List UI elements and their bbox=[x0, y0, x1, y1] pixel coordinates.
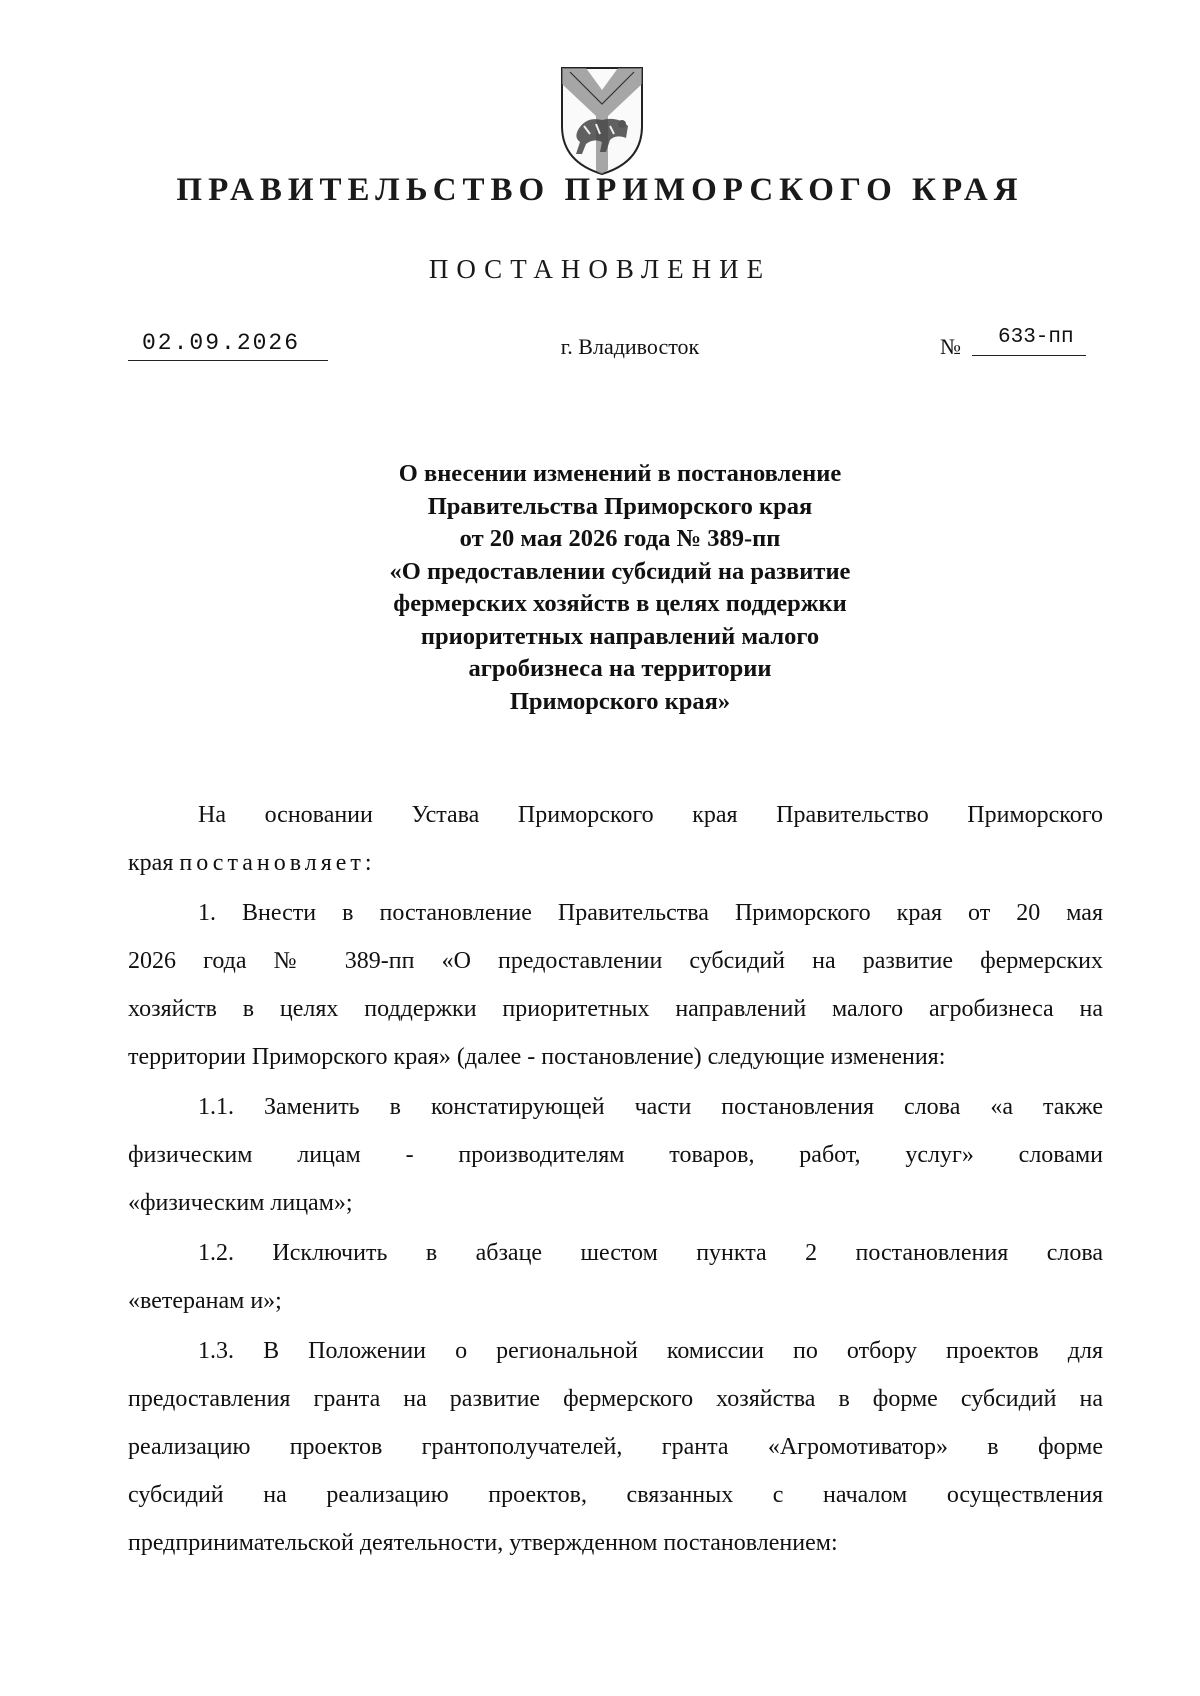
body-line: 1.3. В Положении о региональной комиссии по отбору проектов для bbox=[198, 1338, 1103, 1364]
resolution-verb: постановляет: bbox=[179, 850, 376, 876]
heading-line: от 20 мая 2026 года № 389-пп bbox=[459, 525, 781, 552]
heading-line: агробизнеса на территории bbox=[468, 655, 772, 682]
body-line: 1. Внести в постановление Правительства Приморского края от 20 мая bbox=[198, 900, 1103, 926]
body-line: «ветеранам и»; bbox=[128, 1288, 282, 1314]
body-line: На основании Устава Приморского края Правительство Приморского bbox=[198, 802, 1103, 828]
body-line bbox=[128, 848, 1103, 878]
document-heading bbox=[0, 458, 1200, 718]
body-line: субсидий на реализацию проектов, связанных с началом осуществления bbox=[128, 1482, 1103, 1508]
heading-line: Правительства Приморского края bbox=[427, 492, 813, 520]
coat-of-arms-emblem bbox=[556, 64, 648, 176]
body-line: «физическим лицам»; bbox=[128, 1190, 353, 1216]
body-line: предпринимательской деятельности, утвержденном постановлением: bbox=[128, 1530, 838, 1556]
body-line: территории Приморского края» (далее - постановление) следующие изменения: bbox=[128, 1044, 946, 1070]
heading-line: Приморского края» bbox=[509, 687, 731, 715]
body-line: реализацию проектов грантополучателей, гранта «Агромотиватор» в форме bbox=[128, 1434, 1103, 1460]
government-title: ПРАВИТЕЛЬСТВО ПРИМОРСКОГО КРАЯ bbox=[176, 172, 1024, 208]
heading-line: приоритетных направлений малого bbox=[420, 622, 820, 650]
heading-line: фермерских хозяйств в целях поддержки bbox=[393, 590, 847, 617]
body-line: 1.1. Заменить в констатирующей части постановления слова «а также bbox=[198, 1094, 1103, 1120]
body-line: хозяйств в целях поддержки приоритетных направлений малого агробизнеса на bbox=[128, 996, 1103, 1022]
body-text: края bbox=[128, 850, 174, 876]
document-city: г. Владивосток bbox=[560, 334, 700, 359]
number-sign: № bbox=[940, 334, 961, 359]
heading-line: «О предоставлении субсидий на развитие bbox=[389, 557, 851, 585]
document-date: 02.09.2026 bbox=[128, 330, 328, 361]
body-line: физическим лицам - производителям товаров, работ, услуг» словами bbox=[128, 1142, 1103, 1168]
body-line: предоставления гранта на развитие фермерского хозяйства в форме субсидий на bbox=[128, 1386, 1103, 1412]
body-line: 1.2. Исключить в абзаце шестом пункта 2 постановления слова bbox=[198, 1240, 1103, 1266]
body-line: 2026 года № 389-пп «О предоставлении субсидий на развитие фермерских bbox=[128, 948, 1103, 974]
document-number: 633-пп bbox=[972, 326, 1086, 356]
heading-line: О внесении изменений в постановление bbox=[398, 460, 842, 487]
document-type: ПОСТАНОВЛЕНИЕ bbox=[428, 254, 772, 284]
